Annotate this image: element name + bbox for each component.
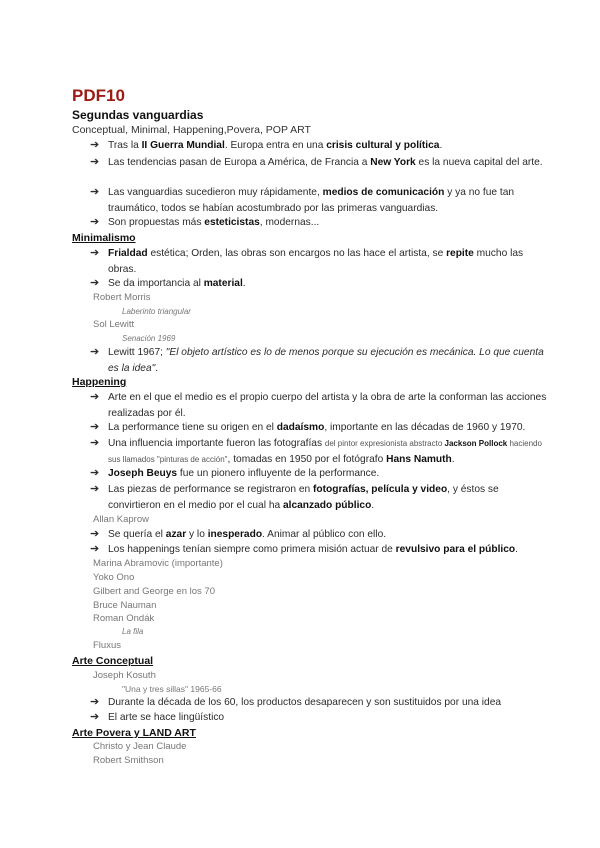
bullet-item: ➔ Las vanguardias sucedieron muy rápidamente, medios de comunicación y ya no fue tan traumático, todos se habían acostumbrado por las primeras vanguardias. — [90, 186, 515, 214]
section-heading-minimalismo: Minimalismo — [72, 232, 136, 244]
bullet-item: ➔ Joseph Beuys fue un pionero influyente de la performance. — [90, 466, 550, 482]
section-heading-povera: Arte Povera y LAND ART — [72, 727, 196, 739]
artwork-title: Senación 1969 — [122, 334, 176, 343]
arrow-right-icon: ➔ — [90, 696, 100, 708]
bullet-item: ➔ Las piezas de performance se registraron en fotografías, película y video, y éstos se convirtieron en el medio por el cual ha alcanzado público. — [90, 483, 499, 511]
page-title: PDF10 — [72, 86, 125, 105]
arrow-right-icon: ➔ — [90, 391, 100, 403]
bullet-item: ➔ La performance tiene su origen en el dadaísmo, importante en las décadas de 1960 y 1970. — [90, 420, 550, 436]
section-heading-conceptual: Arte Conceptual — [72, 655, 154, 667]
bullet-item: ➔ Frialdad estética; Orden, las obras son encargos no las hace el artista, se repite mucho las obras. — [90, 247, 524, 275]
arrow-right-icon: ➔ — [90, 437, 100, 449]
bullet-item: ➔ Se quería el azar y lo inesperado. Animar al público con ello. — [90, 527, 550, 543]
arrow-right-icon: ➔ — [90, 543, 100, 555]
arrow-right-icon: ➔ — [90, 186, 100, 198]
artwork-title: La fila — [122, 627, 144, 636]
arrow-right-icon: ➔ — [90, 277, 100, 289]
arrow-right-icon: ➔ — [90, 346, 100, 358]
bullet-item: ➔ Arte en el que el medio es el propio cuerpo del artista y la obra de arte la conforman las acciones realizadas por él. — [90, 391, 547, 419]
artist-name: Robert Morris — [93, 292, 151, 303]
bullet-item: ➔ Lewitt 1967; "El objeto artístico es lo de menos porque su ejecución es mecánica. Lo que cuenta es la idea". — [90, 346, 544, 374]
arrow-right-icon: ➔ — [90, 247, 100, 259]
artist-name: Roman Ondák — [93, 613, 155, 624]
artwork-title: Laberinto triangular — [122, 307, 191, 316]
artist-name: Marina Abramovic (importante) — [93, 558, 223, 569]
arrow-right-icon: ➔ — [90, 216, 100, 228]
artist-name: Joseph Kosuth — [93, 670, 156, 681]
subtitle: Segundas vanguardias — [72, 108, 204, 122]
arrow-right-icon: ➔ — [90, 156, 100, 168]
artwork-title: "Una y tres sillas" 1965-66 — [122, 684, 222, 694]
artist-name: Christo y Jean Claude — [93, 741, 187, 752]
artist-name: Sol Lewitt — [93, 319, 135, 330]
artist-name: Fluxus — [93, 640, 121, 651]
bullet-item: ➔ El arte se hace lingüístico — [90, 710, 550, 726]
artist-name: Bruce Nauman — [93, 600, 157, 611]
bullet-item: ➔ Durante la década de los 60, los productos desaparecen y son sustituidos por una idea — [90, 695, 550, 711]
bullet-item: ➔ Una influencia importante fueron las fotografías del pintor expresionista abstracto Jackson Pollock haciendo sus llamados "pinturas de acción", tomadas en 1950 por el fotógrafo Hans Namuth. — [90, 437, 542, 465]
intro-line: Conceptual, Minimal, Happening,Povera, POP ART — [72, 124, 311, 136]
arrow-right-icon: ➔ — [90, 711, 100, 723]
bullet-item: ➔ Son propuestas más esteticistas, modernas... — [90, 215, 550, 231]
artist-name: Yoko Ono — [93, 572, 135, 583]
section-heading-happening: Happening — [72, 376, 127, 388]
bullet-item: ➔ Tras la II Guerra Mundial. Europa entra en una crisis cultural y política. — [90, 138, 550, 154]
artist-name: Gilbert and George en los 70 — [93, 586, 215, 597]
arrow-right-icon: ➔ — [90, 421, 100, 433]
artist-name: Robert Smithson — [93, 755, 164, 766]
bullet-item: ➔ Los happenings tenían siempre como primera misión actuar de revulsivo para el público. — [90, 542, 550, 558]
arrow-right-icon: ➔ — [90, 528, 100, 540]
arrow-right-icon: ➔ — [90, 467, 100, 479]
arrow-right-icon: ➔ — [90, 483, 100, 495]
arrow-right-icon: ➔ — [90, 139, 100, 151]
bullet-item: ➔ Se da importancia al material. — [90, 276, 550, 292]
artist-name: Allan Kaprow — [93, 514, 149, 525]
bullet-item: ➔ Las tendencias pasan de Europa a América, de Francia a New York es la nueva capital del arte. — [90, 155, 550, 171]
